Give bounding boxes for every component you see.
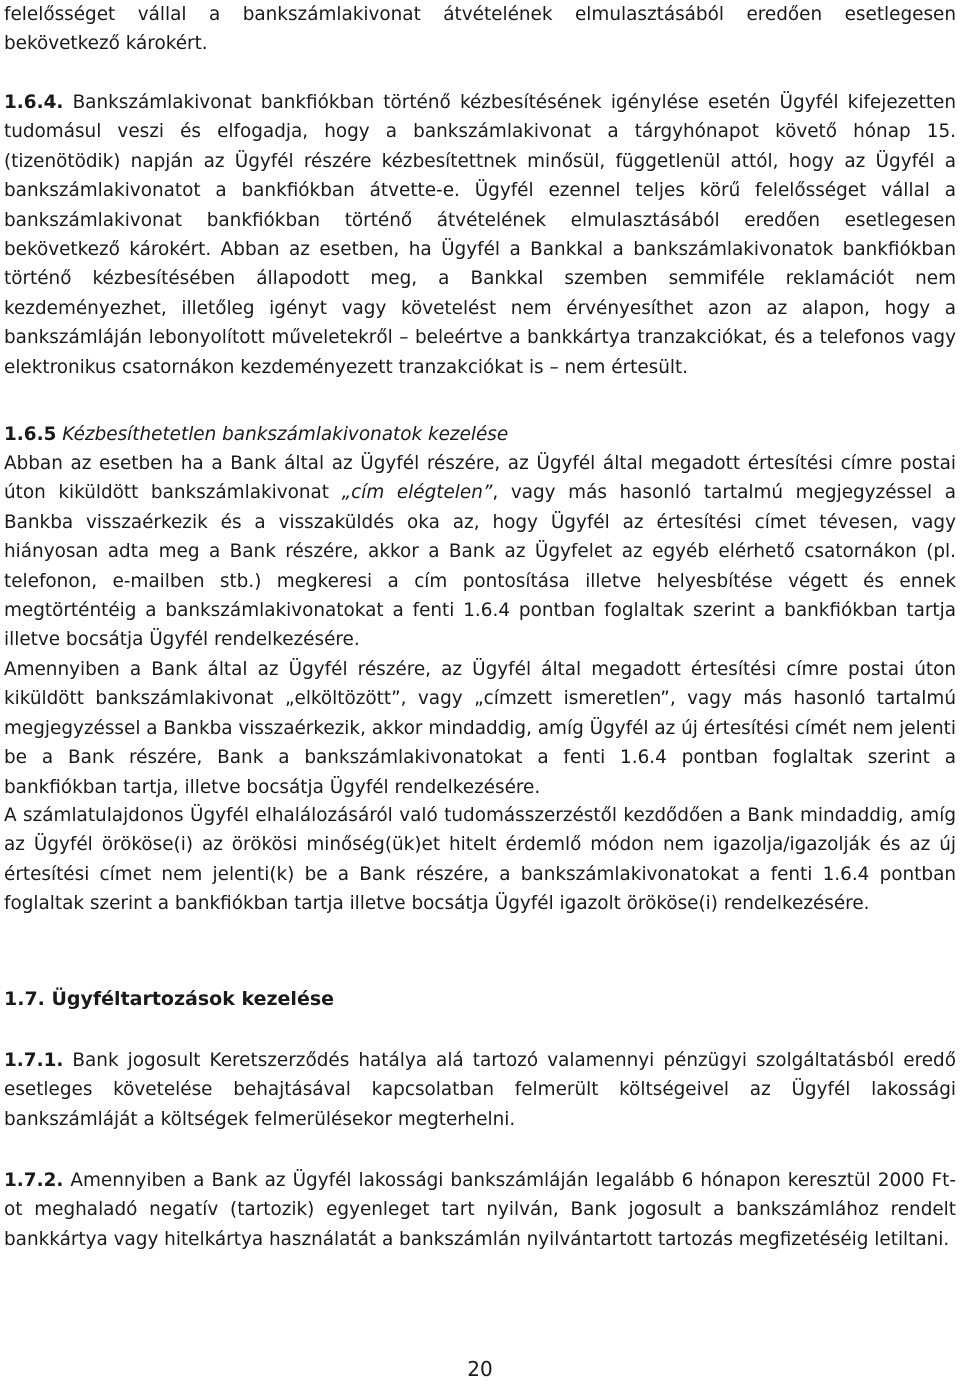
section-number: 1.6.4. — [4, 92, 64, 113]
section-1-6-5-paragraph-1: Abban az esetben ha a Bank által az Ügyfél részére, az Ügyfél által megadott értesítési címre postai úton kiküldött bankszámlakivonat „cím elégtelen”, vagy más hasonló tartalmú megjegyzéssel a Bankba visszaérkezik és a visszaküldés oka az, hogy Ügyfél az értesítési címet tévesen, vagy hiányosan adta meg a Bank részére, akkor a Bank az Ügyfelet az egyéb elérhető csatornákon (pl. telefonon, e-mailben stb.) megkeresi a cím pontosítása illetve helyesbítése végett és ennek megtörténtéig a bankszámlakivonatokat a fenti 1.6.4 pontban foglaltak szerint a bankfiókban tartja illetve bocsátja Ügyfél rendelkezésére. — [4, 453, 956, 651]
section-number: 1.6.5 — [4, 424, 57, 445]
quoted-phrase: „cím elégtelen” — [341, 482, 493, 504]
section-title: Kézbesíthetetlen bankszámlakivonatok kezelése — [62, 424, 509, 445]
section-1-6-5-paragraph-3: A számlatulajdonos Ügyfél elhalálozásáról való tudomásszerzéstől kezdődően a Bank mindaddig, amíg az Ügyfél örököse(i) az örökösi minőség(ük)et hitelt érdemlő módon nem igazolja/igazolják és az új értesítési címet nem jelenti(k) be a Bank részére, a bankszámlakivonatokat a fenti 1.6.4 pontban foglaltak szerint a bankfiókban tartja illetve bocsátja Ügyfél igazolt örököse(i) rendelkezésére. — [4, 805, 956, 915]
section-1-7-heading: 1.7. Ügyféltartozások kezelése — [4, 988, 335, 1010]
section-1-6-5-heading — [4, 420, 956, 449]
section-text: Amennyiben a Bank az Ügyfél lakossági bankszámláján legalább 6 hónapon keresztül 2000 Ft-ot meghaladó negatív (tartozik) egyenleget tart nyilván, Bank jogosult a bankszámlához rendelt bankkártya vagy hitelkártya használatát a bankszámlán nyilvántartott tartozás megfizetéséig letiltani. — [4, 1170, 956, 1250]
paragraph-continuation: felelősséget vállal a bankszámlakivonat átvételének elmulasztásából eredően esetlegesen bekövetkező károkért. — [4, 4, 956, 55]
section-number: 1.7.1. — [4, 1050, 64, 1071]
section-1-7-1 — [4, 1046, 956, 1134]
section-1-7-2 — [4, 1166, 956, 1254]
page-number: 20 — [467, 1357, 493, 1381]
section-text: Bank jogosult Keretszerződés hatálya alá tartozó valamennyi pénzügyi szolgáltatásból eredő esetleges követelése behajtásával kapcsolatban felmerült költségeivel az Ügyfél lakossági bankszámláját a költségek felmerülésekor megterhelni. — [4, 1050, 956, 1130]
section-1-6-4 — [4, 88, 956, 382]
section-number: 1.7.2. — [4, 1170, 64, 1191]
section-1-6-5-paragraph-2: Amennyiben a Bank által az Ügyfél részére, az Ügyfél által megadott értesítési címre postai úton kiküldött bankszámlakivonat „elköltözött”, vagy „címzett ismeretlen”, vagy más hasonló tartalmú megjegyzéssel a Bankba visszaérkezik, akkor mindaddig, amíg Ügyfél az új értesítési címét nem jelenti be a Bank részére, Bank a bankszámlakivonatokat a fenti 1.6.4 pontban foglaltak szerint a bankfiókban tartja, illetve bocsátja Ügyfél rendelkezésére. — [4, 659, 956, 798]
section-text: Bankszámlakivonat bankfiókban történő kézbesítésének igénylése esetén Ügyfél kifejezetten tudomásul veszi és elfogadja, hogy a bankszámlakivonat a tárgyhónapot követő hónap 15. (tizenötödik) napján az Ügyfél részére kézbesítettnek minősül, függetlenül attól, hogy az Ügyfél a bankszámlakivonatot a bankfiókban átvette-e. Ügyfél ezennel teljes körű felelősséget vállal a bankszámlakivonat bankfiókban történő átvételének elmulasztásából eredően esetlegesen bekövetkező károkért. Abban az esetben, ha Ügyfél a Bankkal a bankszámlakivonatok bankfiókban történő kézbesítésében állapodott meg, a Bankkal szemben semmiféle reklamációt nem kezdeményezhet, illetőleg igényt vagy követelést nem érvényesíthet azon az alapon, hogy a bankszámláján lebonyolított műveletekről – beleértve a bankkártya tranzakciókat, és a telefonos vagy elektronikus csatornákon kezdeményezett tranzakciókat is – nem értesült. — [4, 92, 956, 378]
